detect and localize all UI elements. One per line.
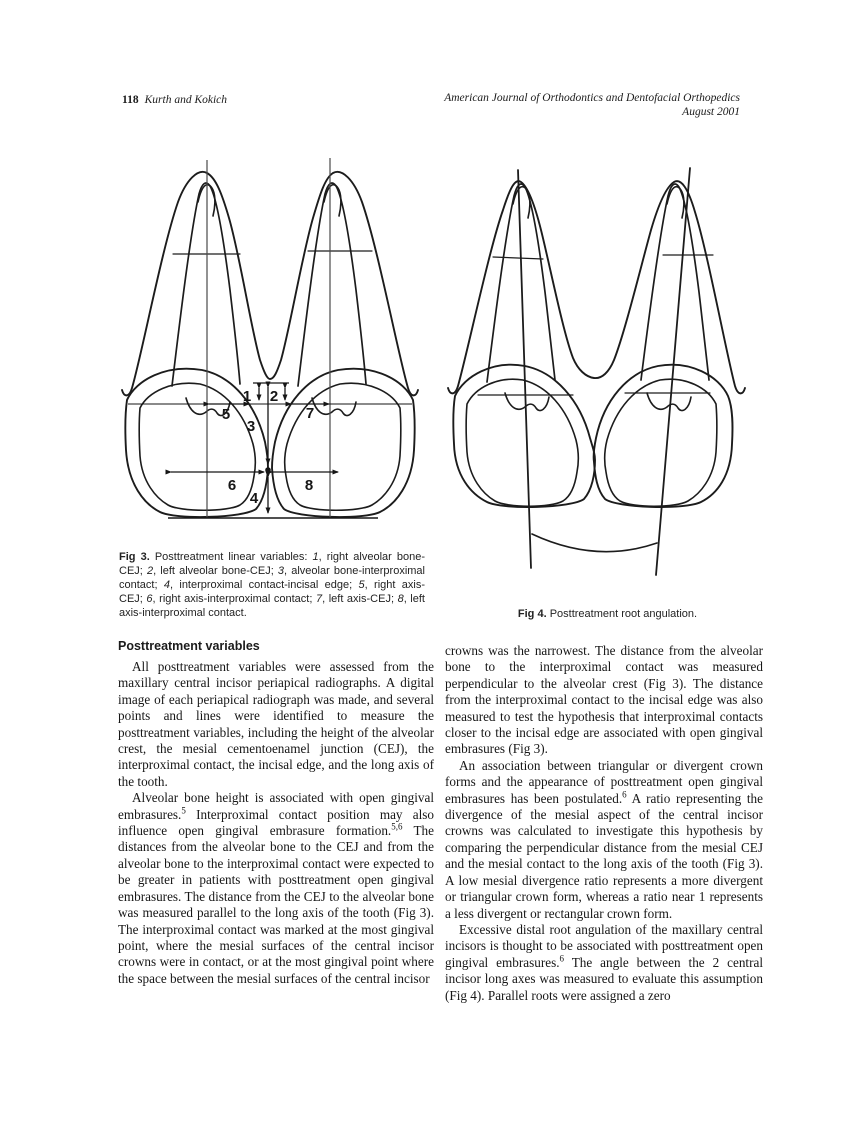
paragraph-text: Alveolar bone height is associated with open gingival embrasures.: [118, 790, 434, 822]
running-head-authors: Kurth and Kokich: [144, 94, 228, 106]
fig4-left-crown-inner: [466, 379, 578, 506]
fig4-caption-text: Posttreatment root angulation.: [546, 608, 698, 620]
paragraph-text: An association between triangular or divergent crown forms and the appearance of posttreatment open gingival embrasures has been postulated.: [445, 757, 763, 806]
paragraph-text: crowns was the narrowest. The distance from the alveolar bone to the interproximal contact was measured perpendicular to the alveolar crest (Fig 3). The distance from the interproximal contact to the incisal edge was also measured to test the hypothesis that interproximal contacts closer to the incisal edge are associated with open gingival embrasures (Fig 3).: [445, 643, 763, 757]
footnote-ref: 5: [181, 805, 186, 816]
fig4-bone-outline: [448, 181, 745, 393]
paragraph-text: The angle between the 2 central incisor long axes was measured to evaluate this assumption (Fig 4). Parallel roots were assigned a zero: [445, 954, 763, 1003]
fig3-bone-outline: [122, 172, 418, 396]
paragraph: [445, 643, 763, 758]
paragraph: [118, 790, 434, 987]
journal-title: American Journal of Orthodontics and Dentofacial Orthopedics: [444, 92, 740, 104]
fig3-tooth-diagram: [118, 150, 425, 535]
fig3-right-crown-inner: [285, 383, 401, 510]
fig4-right-cervix: [647, 393, 691, 411]
paragraph-text: The distances from the alveolar bone to the CEJ and from the alveolar bone to the interproximal contact were expected to be greater in patients with posttreatment open gingival embrasures. The distance from the CEJ to the alveolar bone was measured parallel to the long axis of the tooth (Fig 3). The interproximal contact was marked at the most gingival point, where the mesial surfaces of the central incisor crowns were in contact, or at the most gingival point where the space between the mesial surfaces of the central incisor: [118, 823, 435, 986]
paragraph-text: All posttreatment variables were assessed from the maxillary central incisor periapical radiographs. A digital image of each periapical radiograph was made, and several points and lines were identified to measure the posttreatment variables, including the height of the alveolar crest, the mesial cementoenamel junction (CEJ), the interproximal contact, the incisal edge, and the long axis of the tooth.: [118, 659, 434, 789]
fig3-caption-var-number: 6: [146, 592, 153, 605]
fig4-left-axis-line: [518, 170, 531, 568]
fig3-caption-var-number: 7: [315, 592, 323, 605]
fig3-caption-run: , left axis-interproximal contact.: [119, 592, 425, 619]
running-head-left: [122, 94, 227, 106]
journal-issue: August 2001: [682, 105, 740, 118]
paragraph: [445, 758, 763, 922]
footnote-ref: 6: [559, 953, 565, 964]
fig3-right-crown-outer: [269, 369, 415, 517]
fig3-right-root: [298, 183, 366, 386]
fig3-caption: [119, 551, 425, 621]
footnote-ref: 6: [622, 789, 627, 800]
fig3-left-crown-inner: [139, 383, 255, 510]
fig3-right-cervix: [312, 398, 356, 416]
fig4-caption: [445, 608, 770, 622]
fig3-caption-run: , interproximal contact-incisal edge;: [169, 578, 359, 591]
fig3-caption-var-number: 4: [163, 578, 170, 591]
paragraph-text: Excessive distal root angulation of the maxillary central incisors is thought to be associated with posttreatment open gingival embrasures.: [445, 921, 763, 970]
fig3-label-4: 4: [249, 490, 259, 507]
fig4-angle-arc: [532, 534, 657, 552]
fig3-caption-var-number: 5: [358, 578, 365, 591]
fig3-caption-label: Fig 3.: [119, 551, 150, 563]
body-column-left: [118, 659, 434, 987]
paragraph-text: Interproximal contact position may also influence open gingival embrasure formation.: [118, 806, 434, 839]
running-head-right: [340, 92, 740, 119]
fig3-label-2: 2: [269, 388, 279, 405]
fig3-caption-run: , left alveolar bone-CEJ;: [153, 564, 278, 577]
fig4-right-crown-inner: [605, 379, 717, 506]
fig3-caption-var-number: 3: [277, 564, 285, 577]
footnote-ref: 5,6: [391, 821, 403, 832]
fig3-caption-run: , right axis-CEJ;: [119, 578, 426, 605]
fig3-caption-var-number: 2: [146, 564, 154, 577]
fig3-label-6: 6: [227, 477, 237, 494]
body-column-right: [445, 643, 763, 1004]
fig3-left-root: [172, 183, 240, 386]
fig3-contact-point: [265, 467, 271, 473]
fig4-tooth-diagram: [445, 150, 770, 582]
fig3-caption-intro: Posttreatment linear variables:: [149, 551, 313, 563]
page-number: 118: [122, 94, 139, 106]
fig3-label-7: 7: [305, 405, 315, 422]
fig3-label-5: 5: [221, 406, 231, 423]
fig3-caption-run: , right alveolar bone-CEJ;: [119, 551, 425, 577]
fig3-caption-var-number: 8: [397, 592, 404, 605]
fig3-caption-var-number: 1: [312, 551, 319, 563]
section-heading: Posttreatment variables: [118, 639, 260, 653]
paragraph-text: A ratio representing the divergence of the mesial aspect of the central incisor crowns was calculated to investigate this hypothesis by comparing the perpendicular distance from the mesial CEJ and the mesial contact to the long axis of the tooth (Fig 3). A low mesial divergence ratio represents a more divergent or triangular crown form, whereas a ratio near 1 represents a less divergent or rectangular crown form.: [445, 790, 763, 921]
fig3-caption-run: , alveolar bone-interproximal contact;: [119, 564, 425, 591]
fig4-caption-label: Fig 4.: [517, 608, 547, 620]
fig3-caption-run: , right axis-interproximal contact;: [152, 592, 316, 605]
fig3-caption-run: , left axis-CEJ;: [322, 592, 398, 605]
paragraph: [118, 659, 434, 790]
fig3-label-1: 1: [242, 388, 252, 405]
fig4-left-root-tick: [493, 257, 543, 259]
fig4-left-cervix: [505, 393, 549, 411]
fig3-label-8: 8: [304, 477, 314, 494]
fig3-label-3: 3: [246, 418, 256, 435]
paragraph: [445, 922, 763, 1004]
